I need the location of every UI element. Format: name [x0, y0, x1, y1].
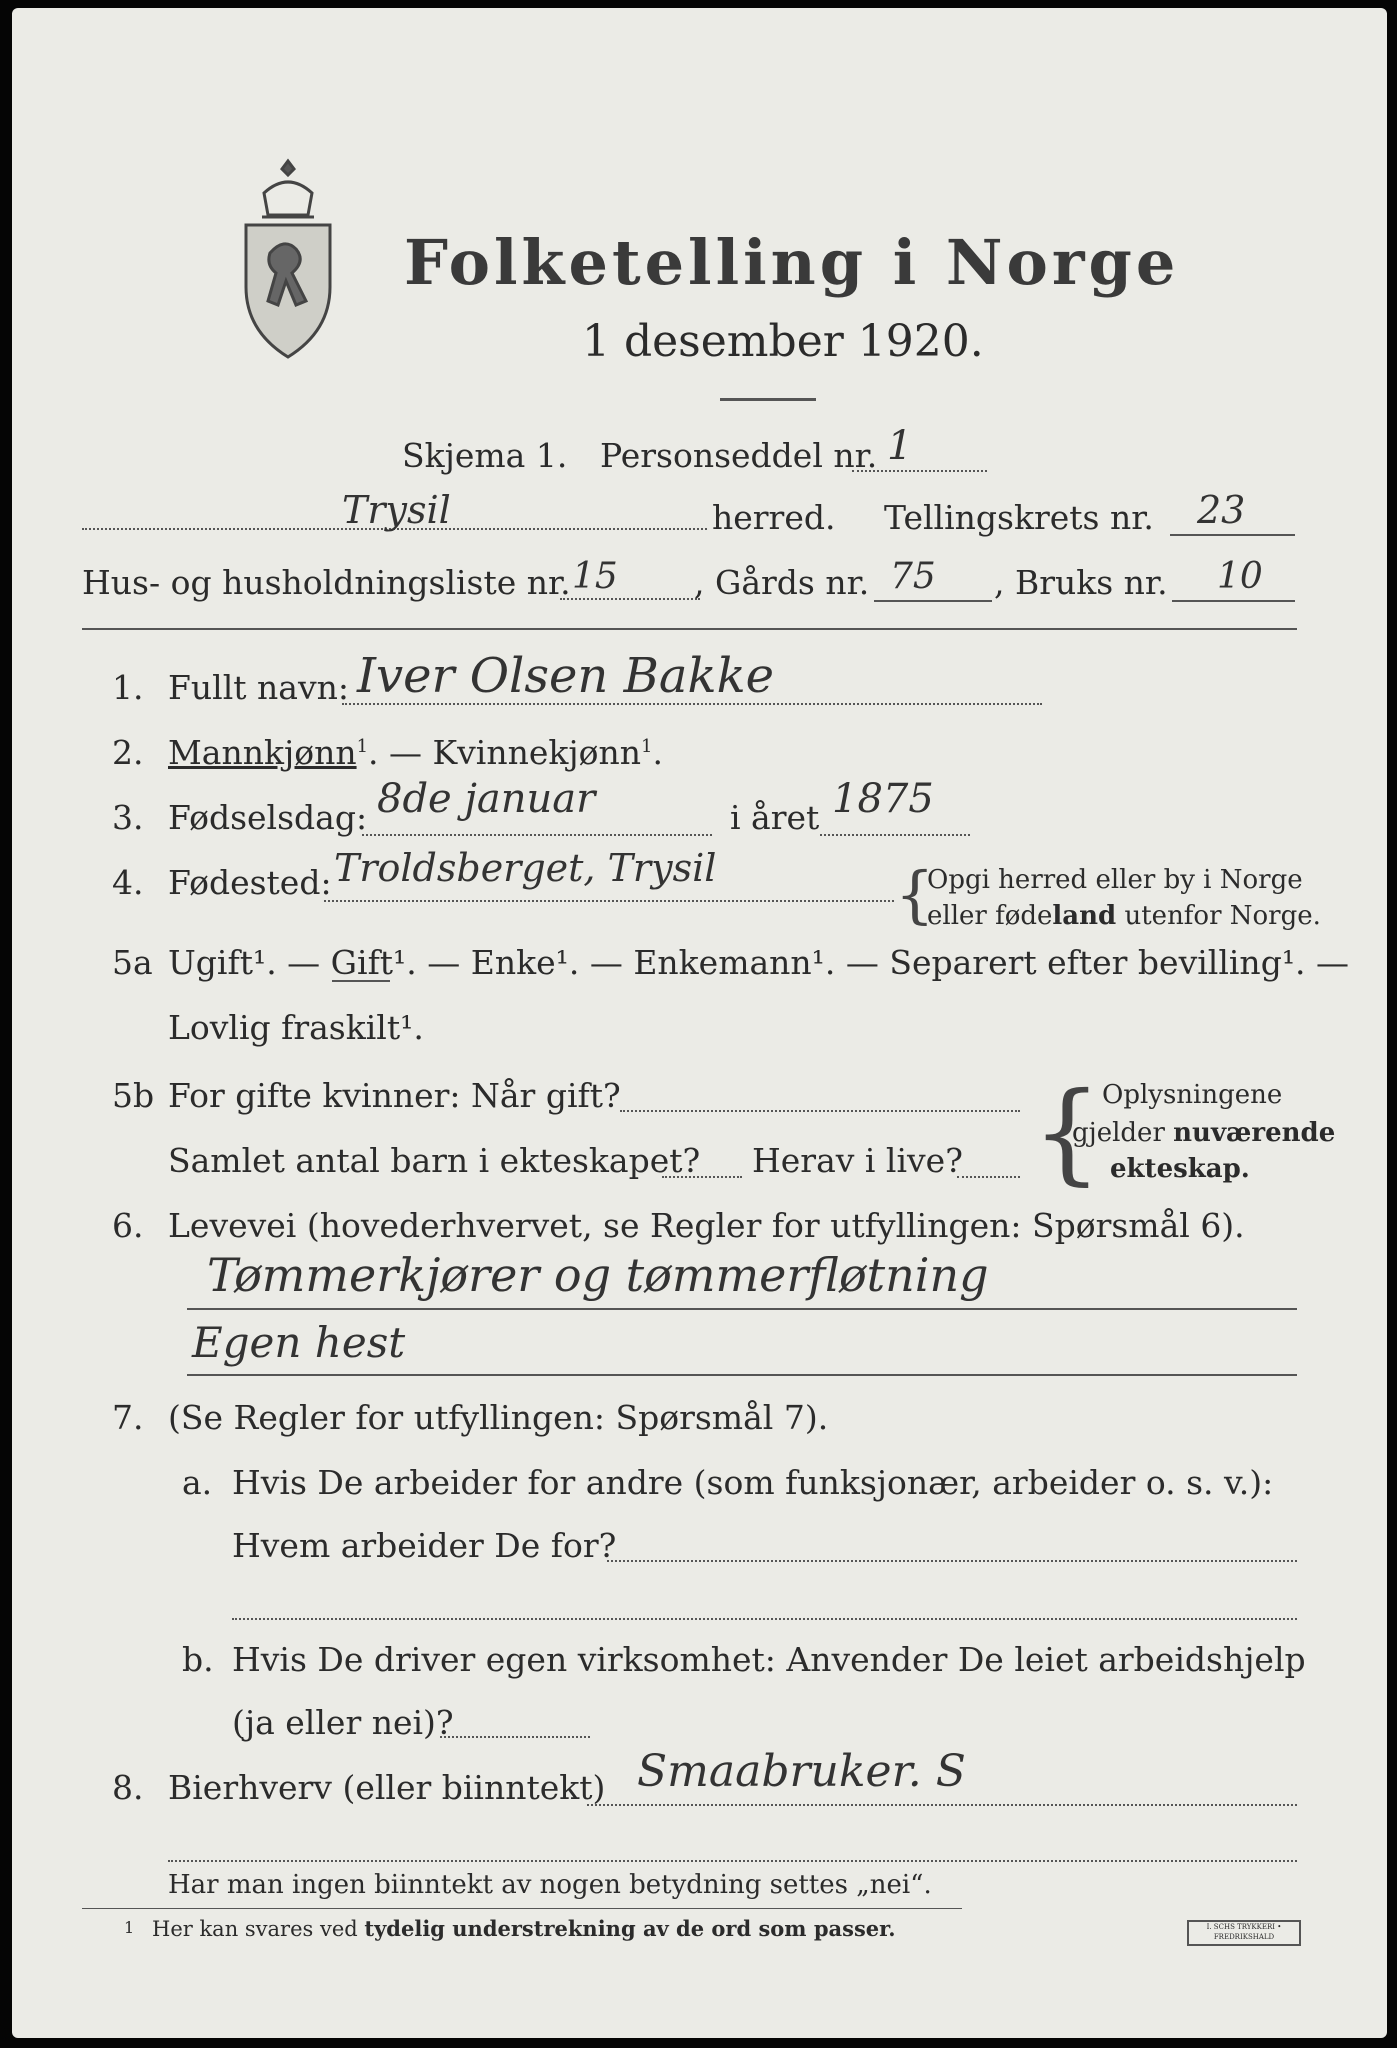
q1-value[interactable]: Iver Olsen Bakke [357, 648, 775, 704]
q5b-note-2: gjelder nuværende [1072, 1118, 1336, 1148]
q8-line-2 [168, 1860, 1297, 1862]
q7b-number: b. [182, 1640, 214, 1679]
gaards-value[interactable]: 75 [890, 556, 936, 597]
q5b-alive-label: Herav i live? [752, 1141, 963, 1180]
q3-label: Fødselsdag: [168, 798, 368, 837]
form-date: 1 desember 1920. [582, 316, 984, 367]
q5a-options-2[interactable]: Lovlig fraskilt¹. [168, 1008, 424, 1047]
herred-value[interactable]: Trysil [342, 488, 451, 532]
tellingskrets-line [1170, 534, 1295, 536]
q7a-number: a. [182, 1463, 213, 1502]
q5a-number: 5a [112, 943, 153, 982]
q7-number: 7. [112, 1398, 144, 1437]
q5b-note-1: Oplysningene [1102, 1080, 1283, 1110]
q5a-gift-underline [332, 980, 390, 982]
gaards-label: , Gårds nr. [694, 563, 870, 602]
q8-line [587, 1804, 1297, 1806]
hus-line [560, 598, 700, 600]
q3-year-label: i året [730, 798, 820, 837]
printer-stamp: I. SCHS TRYKKERI • FREDRIKSHALD [1187, 1920, 1301, 1946]
q6-number: 6. [112, 1206, 144, 1245]
gaards-line [874, 600, 992, 602]
q7b-answer-line[interactable] [440, 1736, 590, 1738]
schema-label: Skjema 1. [402, 436, 568, 475]
q1-label: Fullt navn: [168, 668, 349, 707]
q2-female[interactable]: Kvinnekjønn [432, 733, 642, 772]
q8-number: 8. [112, 1768, 144, 1807]
personseddel-value[interactable]: 1 [887, 423, 913, 469]
q7-label: (Se Regler for utfyllingen: Spørsmål 7). [168, 1398, 829, 1437]
q3-number: 3. [112, 798, 144, 837]
divider [720, 398, 816, 401]
q5b-line1: For gifte kvinner: Når gift? [168, 1076, 621, 1115]
q7b-line1: Hvis De driver egen virksomhet: Anvender De leiet arbeidshjelp [232, 1640, 1306, 1679]
tellingskrets-value[interactable]: 23 [1197, 488, 1246, 532]
hus-value[interactable]: 15 [572, 556, 618, 597]
hus-label: Hus- og husholdningsliste nr. [82, 563, 571, 602]
tellingskrets-label: Tellingskrets nr. [884, 498, 1154, 537]
q3-value[interactable]: 8de januar [377, 776, 596, 822]
q5b-married-line[interactable] [620, 1110, 1020, 1112]
q5b-note-3: ekteskap. [1110, 1154, 1250, 1184]
q7a-line1: Hvis De arbeider for andre (som funksjonær, arbeider o. s. v.): [232, 1463, 1274, 1502]
footnote-text: Her kan svares ved tydelig understrekning av de ord som passer. [152, 1916, 896, 1941]
footnote-divider [82, 1908, 962, 1909]
q5b-number: 5b [112, 1076, 155, 1115]
q5b-children-label: Samlet antal barn i ekteskapet? [168, 1141, 701, 1180]
q3-year-value[interactable]: 1875 [832, 776, 934, 822]
q8-value[interactable]: Smaabruker. S [637, 1746, 966, 1797]
section-divider [82, 628, 1297, 630]
q3-line [362, 834, 712, 836]
q5b-children-line[interactable] [662, 1176, 742, 1178]
q1-number: 1. [112, 668, 144, 707]
q4-number: 4. [112, 863, 144, 902]
footnote-number: 1 [124, 1918, 135, 1937]
bruks-label: , Bruks nr. [994, 563, 1168, 602]
q5b-alive-line[interactable] [957, 1176, 1020, 1178]
q2-options: Mannkjønn$^1$. — Kvinnekjønn$^1$. [168, 733, 663, 772]
q2-number: 2. [112, 733, 144, 772]
q4-value[interactable]: Troldsberget, Trysil [334, 846, 717, 890]
personseddel-line [852, 470, 987, 472]
q6-value-1[interactable]: Tømmerkjører og tømmerfløtning [207, 1248, 989, 1302]
q6-label: Levevei (hovederhvervet, se Regler for utfyllingen: Spørsmål 6). [168, 1206, 1245, 1245]
q5a-options[interactable]: Ugift¹. — Gift¹. — Enke¹. — Enkemann¹. — Separert efter bevilling¹. — [168, 943, 1350, 982]
q7a-answer-line[interactable] [607, 1560, 1297, 1562]
herred-label: herred. [712, 498, 836, 537]
q4-brace: { [895, 858, 935, 931]
bruks-value[interactable]: 10 [1217, 556, 1263, 597]
coat-of-arms-icon [234, 153, 342, 363]
q4-note-1: Opgi herred eller by i Norge [927, 865, 1303, 895]
q8-label: Bierhverv (eller biinntekt) [168, 1768, 606, 1807]
form-title: Folketelling i Norge [404, 226, 1180, 299]
q7a-line2: Hvem arbeider De for? [232, 1526, 617, 1565]
q6-line-1 [187, 1308, 1297, 1310]
bruks-line [1172, 600, 1295, 602]
q3-year-line [820, 834, 970, 836]
q4-label: Fødested: [168, 863, 332, 902]
q4-line [324, 900, 894, 902]
q4-note-2: eller fødeland utenfor Norge. [927, 901, 1321, 931]
q2-male[interactable]: Mannkjønn [168, 733, 357, 772]
q6-value-2[interactable]: Egen hest [192, 1318, 406, 1367]
footer-note: Har man ingen biinntekt av nogen betydning settes „nei“. [168, 1870, 932, 1900]
personseddel-label: Personseddel nr. [600, 436, 878, 475]
census-form [12, 8, 1387, 2038]
q5b-brace: { [1032, 1068, 1102, 1196]
q7b-line2: (ja eller nei)? [232, 1703, 454, 1742]
q7a-answer-line-2[interactable] [232, 1618, 1297, 1620]
q6-line-2 [187, 1374, 1297, 1376]
